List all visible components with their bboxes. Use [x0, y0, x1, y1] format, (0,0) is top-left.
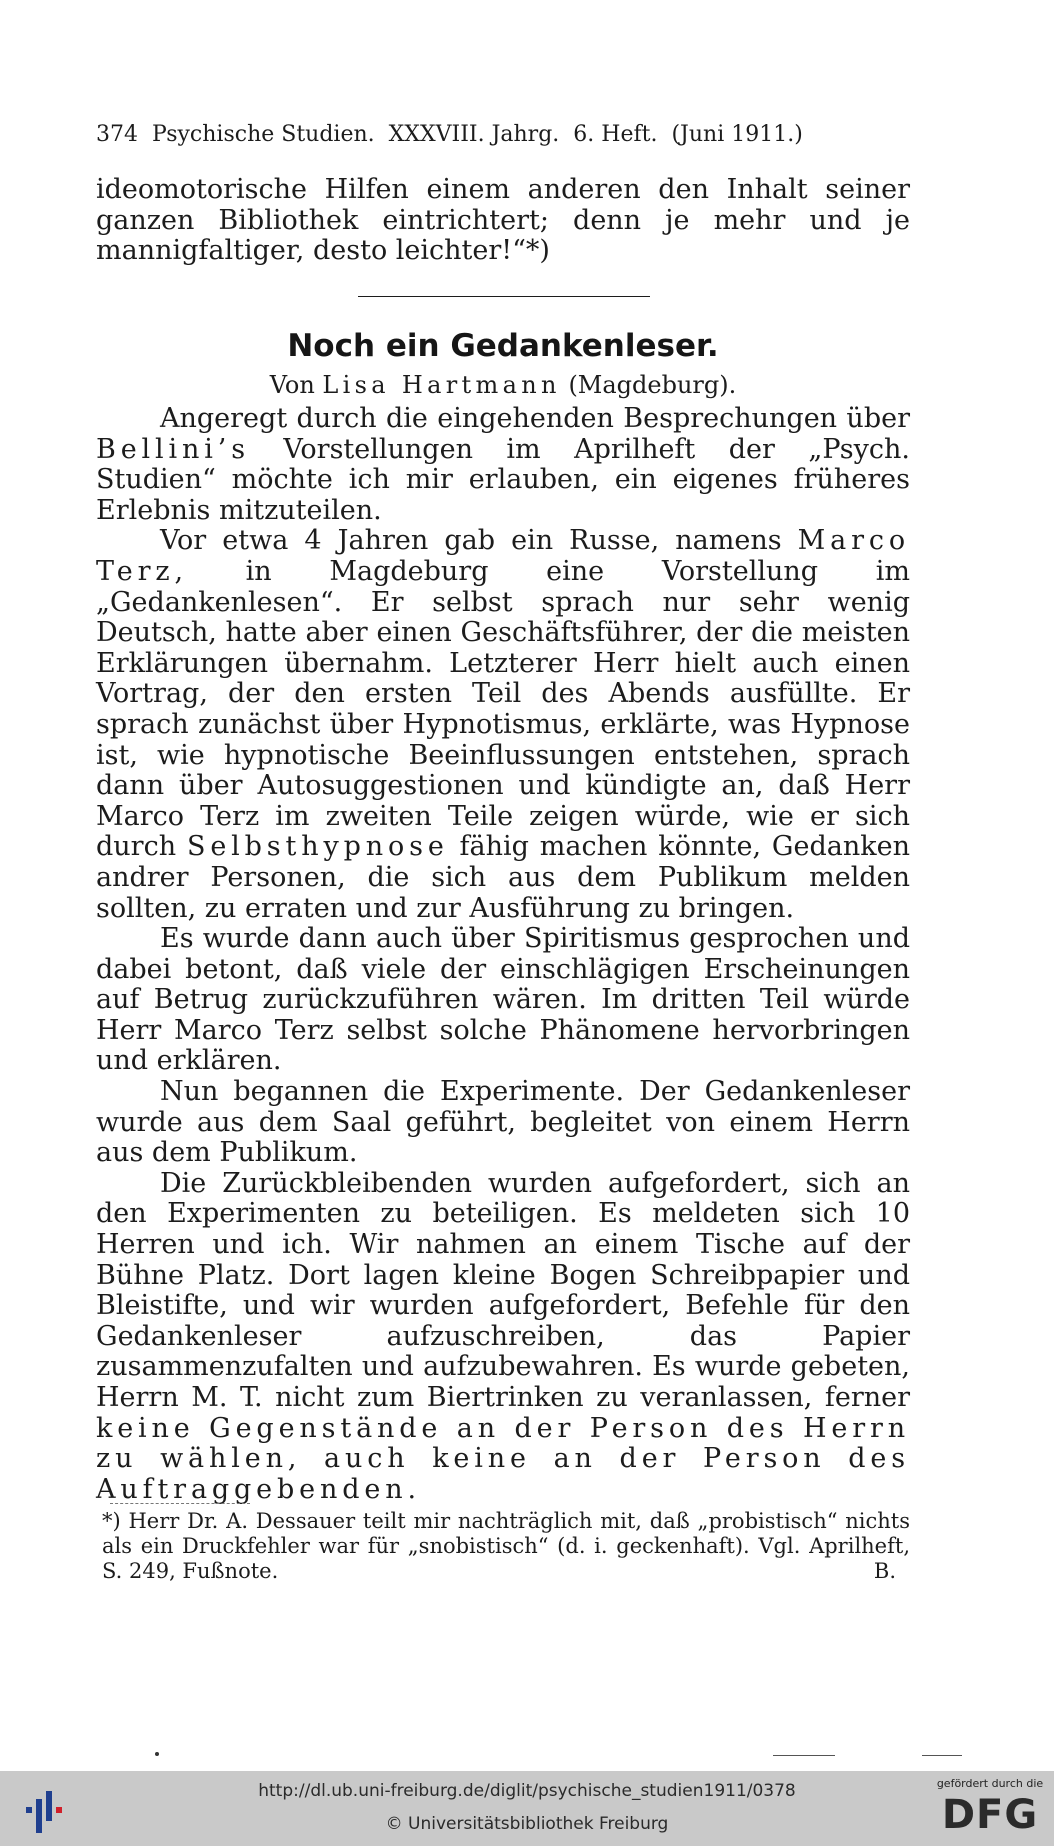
- section-divider: [358, 296, 650, 297]
- volume: XXXVIII. Jahrg.: [388, 122, 560, 147]
- paragraph-2: Vor etwa 4 Jahren gab ein Russe, namens Marco Terz, in Magdeburg eine Vorstellung im „Gedankenlesen“. Er selbst sprach nur sehr wenig Deutsch, hatte aber einen Geschäftsführer, der die meisten Erklärungen übernahm. Letzterer Herr hielt auch einen Vortrag, der den ersten Teil des Abends ausfüllte. Er sprach zunächst über Hypnotismus, erklärte, was Hypnose ist, wie hypnotische Beeinflussungen entstehen, sprach dann über Autosuggestionen und kündigte an, daß Herr Marco Terz im zweiten Teile zeigen würde, wie er sich durch Selbsthypnose fähig machen könnte, Gedanken andrer Personen, die sich aus dem Publikum melden sollten, zu erraten und zur Ausführung zu bringen.: [96, 525, 910, 924]
- footnote-signature: B.: [873, 1559, 896, 1583]
- university-library-logo-icon: [24, 1785, 68, 1835]
- scan-mark-left: [773, 1755, 835, 1756]
- scan-mark-right: [922, 1755, 962, 1756]
- footnote-text: *) Herr Dr. A. Dessauer teilt mir nachträglich mit, daß „probistisch“ nichts als ein Druckfehler war für „snobistisch“ (d. i. geckenhaft). Vgl. Aprilheft, S. 249, Fußnote.: [102, 1509, 910, 1583]
- page-number: 374: [96, 122, 138, 147]
- footnote: [102, 1509, 910, 1584]
- journal-name: Psychische Studien.: [152, 122, 375, 147]
- paragraph-5-plain: Die Zurückbleibenden wurden aufgefordert, sich an den Experimenten zu beteiligen. Es meldeten sich 10 Herren und ich. Wir nahmen an einem Tische auf der Bühne Platz. Dort lagen kleine Bogen Schreibpapier und Bleistifte, und wir wurden aufgefordert, Befehle für den Gedankenleser aufzuschreiben, das Papier zusammenzufalten und aufzubewahren. Es wurde gebeten, Herrn M. T. nicht zum Biertrinken zu veranlassen, ferner: [96, 1167, 910, 1413]
- footnote-rule: [110, 1503, 250, 1504]
- dfg-tagline: gefördert durch die: [936, 1777, 1044, 1790]
- running-head: [96, 120, 910, 150]
- spaced-name-marco-terz: Marco Terz,: [96, 525, 910, 587]
- scan-speck: [155, 1752, 159, 1756]
- issue: 6. Heft.: [573, 122, 658, 147]
- dfg-wordmark: DFG: [941, 1792, 1039, 1838]
- copyright-notice: © Universitätsbibliothek Freiburg: [385, 1814, 669, 1834]
- article-byline: [96, 370, 910, 400]
- paragraph-4: Nun begannen die Experimente. Der Gedankenleser wurde aus dem Saal geführt, begleitet von einem Herrn aus dem Publikum.: [96, 1076, 910, 1169]
- spaced-word-selbsthypnose: Selbsthypnose: [186, 831, 449, 863]
- paragraph-1: Angeregt durch die eingehenden Besprechungen über Bellini’s Vorstellungen im Aprilheft der „Psych. Studien“ möchte ich mir erlauben, ein eigenes früheres Erlebnis mitzuteilen.: [96, 403, 910, 526]
- viewer-footer-bar: [0, 1771, 1054, 1846]
- spaced-instruction: keine Gegenstände an der Person des Herrn zu wählen, auch keine an der Person des Auftraggebenden.: [96, 1412, 910, 1505]
- article-title: Noch ein Gedankenleser.: [287, 328, 719, 364]
- paragraph-3: Es wurde dann auch über Spiritismus gesprochen und dabei betont, daß viele der einschlägigen Erscheinungen auf Betrug zurückzuführen wären. Im dritten Teil würde Herr Marco Terz selbst solche Phänomene hervorbringen und erklären.: [96, 923, 910, 1077]
- dfg-logo: [930, 1775, 1050, 1845]
- permalink-url[interactable]: http://dl.ub.uni-freiburg.de/diglit/psychische_studien1911/0378: [258, 1781, 796, 1801]
- carryover-paragraph: ideomotorische Hilfen einem anderen den Inhalt seiner ganzen Bibliothek eintrichtert; denn je mehr und je mannigfaltiger, desto leichter!“*): [96, 174, 910, 267]
- byline-place: (Magdeburg).: [568, 371, 737, 399]
- paragraph-2-rest: in Magdeburg eine Vorstellung im „Gedankenlesen“. Er selbst sprach nur sehr wenig Deutsch, hatte aber einen Geschäftsführer, der die meisten Erklärungen übernahm. Letzterer Herr hielt auch einen Vortrag, der den ersten Teil des Abends ausfüllte. Er sprach zunächst über Hypnotismus, erklärte, was Hypnose ist, wie hypnotische Beeinflussungen entstehen, sprach dann über Autosuggestionen und kündigte an, daß Herr Marco Terz im zweiten Teile zeigen würde, wie er sich durch: [96, 555, 910, 863]
- issue-date: (Juni 1911.): [671, 122, 803, 147]
- paragraph-2-tail: fähig machen könnte, Gedanken andrer Personen, die sich aus dem Publikum melden sollten, zu erraten und zur Ausführung zu bringen.: [96, 831, 910, 924]
- byline-author: Lisa Hartmann: [322, 371, 561, 399]
- spaced-name-bellini: Bellini’s: [96, 433, 250, 465]
- carryover-text: [96, 175, 910, 267]
- paragraph-1-rest: Vorstellungen im Aprilheft der „Psych. Studien“ möchte ich mir erlauben, ein eigenes früheres Erlebnis mitzuteilen.: [96, 433, 910, 526]
- article-body: [96, 404, 910, 1505]
- paragraph-5: [96, 1169, 910, 1506]
- byline-prefix: Von: [269, 371, 315, 399]
